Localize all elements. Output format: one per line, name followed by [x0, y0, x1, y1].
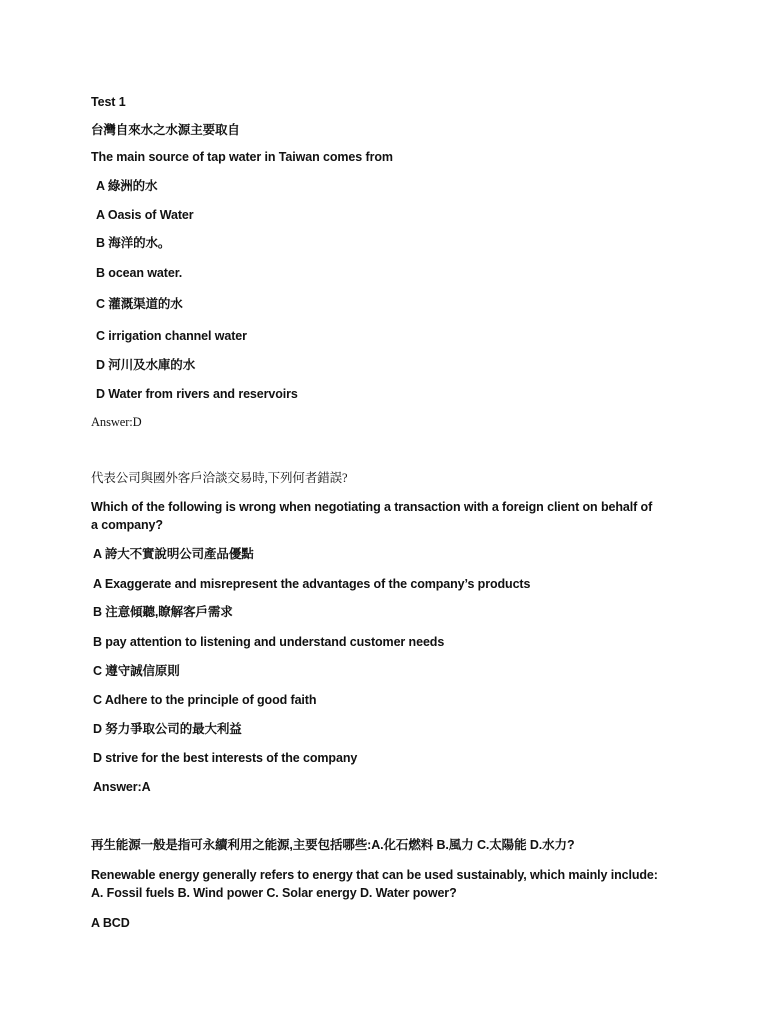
q2-answer: Answer:A — [93, 780, 151, 794]
q1-option-d-en: D Water from rivers and reservoirs — [96, 387, 298, 401]
question-1-chinese: 台灣自來水之水源主要取自 — [91, 123, 240, 137]
q1-option-a-en: A Oasis of Water — [96, 208, 194, 222]
q2-option-b-zh: B 注意傾聽,瞭解客戶需求 — [93, 605, 233, 619]
q2-option-d-zh: D 努力爭取公司的最大利益 — [93, 722, 242, 736]
q3-answer: A BCD — [91, 916, 130, 930]
q1-option-c-en: C irrigation channel water — [96, 329, 247, 343]
q2-option-a-en: A Exaggerate and misrepresent the advantages of the company’s products — [93, 577, 531, 591]
q2-option-a-zh: A 誇大不實說明公司產品優點 — [93, 547, 254, 561]
q2-option-d-en: D strive for the best interests of the company — [93, 751, 358, 765]
q1-option-d-zh: D 河川及水庫的水 — [96, 358, 196, 372]
q1-option-b-zh: B 海洋的水。 — [96, 236, 171, 250]
q1-option-c-zh: C 灌溉渠道的水 — [96, 297, 183, 311]
q1-answer: Answer:D — [91, 415, 142, 429]
question-3-english: Renewable energy generally refers to energy that can be used sustainably, which mainly include: A. Fossil fuels B. Wind power C. Solar energy D. Water power? — [91, 868, 658, 900]
q1-option-b-en: B ocean water. — [96, 266, 183, 280]
q2-option-b-en: B pay attention to listening and understand customer needs — [93, 635, 445, 649]
question-3-chinese: 再生能源一般是指可永續利用之能源,主要包括哪些:A.化石燃料 B.風力 C.太陽能 D.水力? — [91, 838, 575, 852]
question-2-chinese: 代表公司與國外客戶洽談交易時,下列何者錯誤? — [91, 471, 348, 485]
question-1-english: The main source of tap water in Taiwan comes from — [91, 150, 393, 164]
question-2-english: Which of the following is wrong when negotiating a transaction with a foreign client on behalf of a company? — [91, 500, 653, 532]
q1-option-a-zh: A 綠洲的水 — [96, 179, 158, 193]
q2-option-c-en: C Adhere to the principle of good faith — [93, 693, 317, 707]
q2-option-c-zh: C 遵守誠信原則 — [93, 664, 180, 678]
test-title: Test 1 — [91, 95, 126, 109]
